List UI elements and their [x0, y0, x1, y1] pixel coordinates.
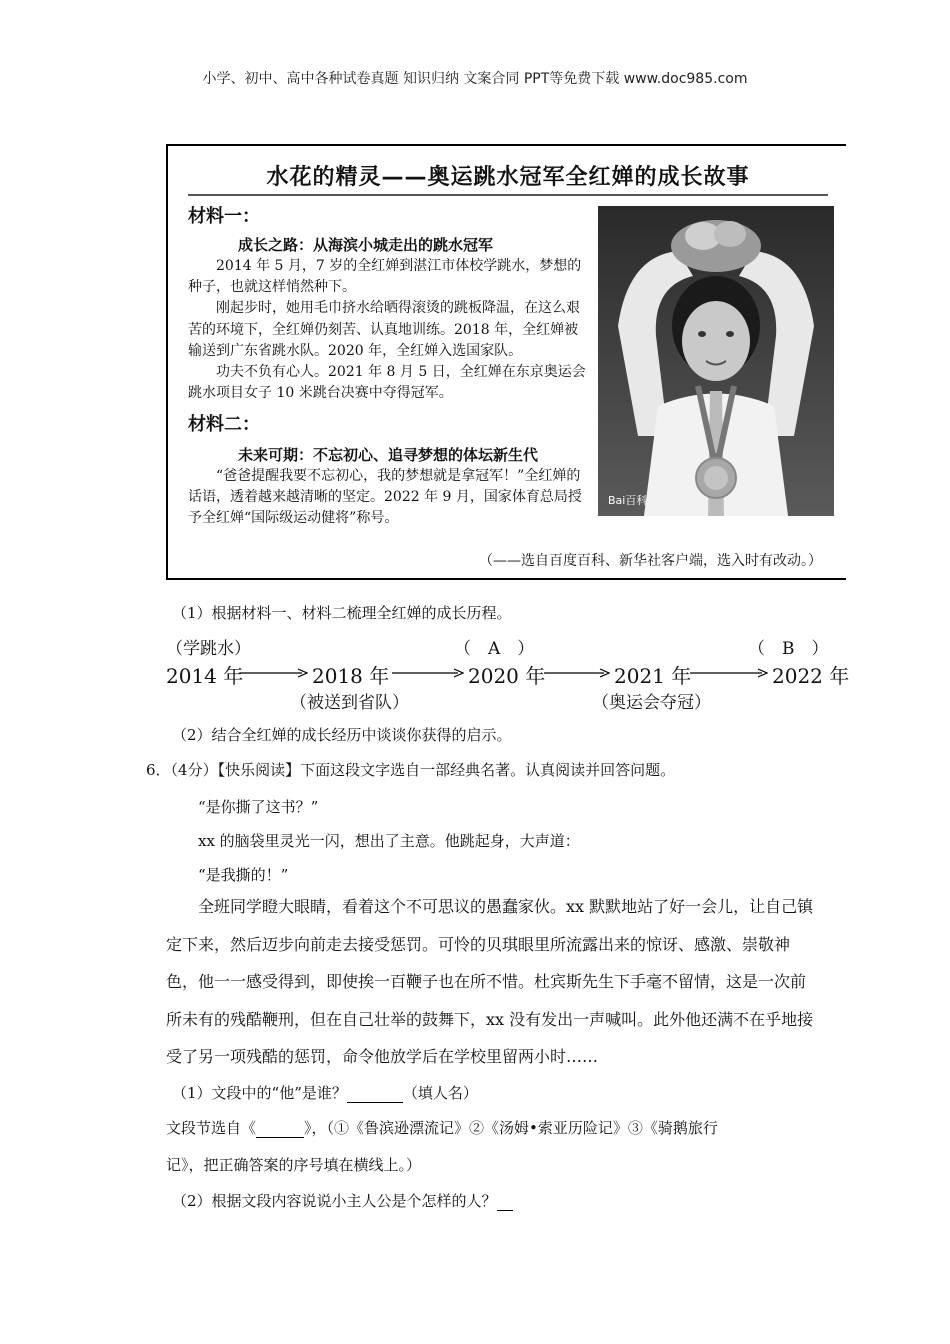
timeline-year: 2018 年: [312, 664, 390, 688]
timeline-arrow: [240, 667, 308, 679]
question-1: （1）根据材料一、材料二梳理全红婵的成长历程。: [172, 604, 512, 622]
timeline-year: 2022 年: [772, 664, 850, 688]
material-one-paragraph: 功夫不负有心人。2021 年 8 月 5 日，全红婵在东京奥运会跳水项目女子 10 米跳台决赛中夺得冠军。: [188, 364, 586, 402]
question-6-1: [172, 1082, 478, 1103]
title-divider: [188, 194, 828, 196]
dialogue-line: xx 的脑袋里灵光一闪，想出了主意。他跳起身，大声道：: [198, 832, 580, 850]
source-note: （——选自百度百科、新华社客户端，选入时有改动。）: [479, 553, 822, 569]
photo-watermark: Bai百科: [608, 494, 648, 507]
answer-blank-character[interactable]: [497, 1192, 513, 1211]
material-one-paragraph: 2014 年 5 月，7 岁的全红婵到湛江市体校学跳水，梦想的种子，也就这样悄然种下。: [188, 258, 582, 296]
timeline-year: 2021 年: [614, 664, 692, 688]
box-title: 水花的精灵——奥运跳水冠军全红婵的成长故事: [266, 165, 750, 190]
material-two-heading: 材料二：: [188, 414, 260, 435]
timeline-below-label: （奥运会夺冠）: [592, 693, 711, 713]
dialogue-line: “是我撕的！”: [198, 866, 289, 884]
timeline-blank-b: （ B ）: [748, 639, 829, 659]
question-6-2-prompt: （2）根据文段内容说说小主人公是个怎样的人？: [172, 1192, 497, 1210]
material-one-subtitle: 成长之路：从海滨小城走出的跳水冠军: [238, 236, 494, 254]
timeline-arrow: [392, 667, 464, 679]
passage-paragraph: 全班同学瞪大眼睛，看着这个不可思议的愚蠢家伙。xx 默默地站了好一会儿，让自己镇定下来，然后迈步向前走去接受惩罚。可怜的贝琪眼里所流露出来的惊讶、感激、崇敬神色，他一一感受得到，即使挨一百鞭子也在所不惜。杜宾斯先生下手毫不留情，这是一次前所未有的残酷鞭刑，但在自己壮举的鼓舞下，xx 没有发出一声喊叫。此外他还满不在乎地接受了另一项残酷的惩罚，命令他放学后在学校里留两小时……: [166, 897, 814, 1066]
material-box: [166, 144, 846, 580]
question-6-1-instruction: 记》，把正确答案的序号填在横线上。）: [166, 1156, 422, 1174]
timeline-arrow: [690, 667, 768, 679]
source-prompt: 文段节选自《: [166, 1119, 257, 1137]
question-2: （2）结合全红婵的成长经历中谈谈你获得的启示。: [172, 726, 512, 744]
material-two-paragraph: “爸爸提醒我要不忘初心，我的梦想就是拿冠军！”全红婵的话语，透着越来越清晰的坚定。2022 年 9 月，国家体育总局授予全红婵“国际级运动健将”称号。: [188, 468, 582, 527]
book-options: 》，（①《鲁滨逊漂流记》②《汤姆•索亚历险记》③《骑鹅旅行: [304, 1119, 718, 1137]
question-6-2: [172, 1190, 513, 1211]
material-two-subtitle: 未来可期：不忘初心、追寻梦想的体坛新生代: [238, 446, 539, 464]
material-one-paragraph: 刚起步时，她用毛巾挤水给晒得滚烫的跳板降温，在这么艰苦的环境下，全红婵仍刻苦、认真地训练。2018 年，全红婵被输送到广东省跳水队。2020 年，全红婵入选国家队。: [188, 300, 580, 359]
material-two-text: [188, 466, 588, 530]
page-header: 小学、初中、高中各种试卷真题 知识归纳 文案合同 PPT等免费下载 www.doc985.com: [202, 71, 748, 87]
answer-blank-book[interactable]: [256, 1119, 304, 1138]
timeline-below-label: （被送到省队）: [290, 693, 409, 713]
dialogue-line: “是你撕了这书？”: [198, 798, 319, 816]
answer-blank-name[interactable]: [347, 1084, 403, 1103]
champion-photo: [598, 206, 834, 516]
timeline-above-label: （学跳水）: [166, 639, 251, 659]
material-one-heading: 材料一：: [188, 206, 260, 227]
timeline-year: 2020 年: [468, 664, 546, 688]
question-6-header: 6．（4分）【快乐阅读】下面这段文字选自一部经典名著。认真阅读并回答问题。: [146, 761, 676, 779]
timeline-blank-a: （ A ）: [454, 639, 535, 659]
question-6-1-source: [166, 1117, 718, 1138]
question-6-1-prompt: （1）文段中的“他”是谁？: [172, 1084, 347, 1102]
timeline-year: 2014 年: [166, 664, 244, 688]
question-6-1-hint: （填人名）: [402, 1084, 478, 1102]
material-one-text: [188, 256, 588, 404]
timeline-arrow: [544, 667, 610, 679]
